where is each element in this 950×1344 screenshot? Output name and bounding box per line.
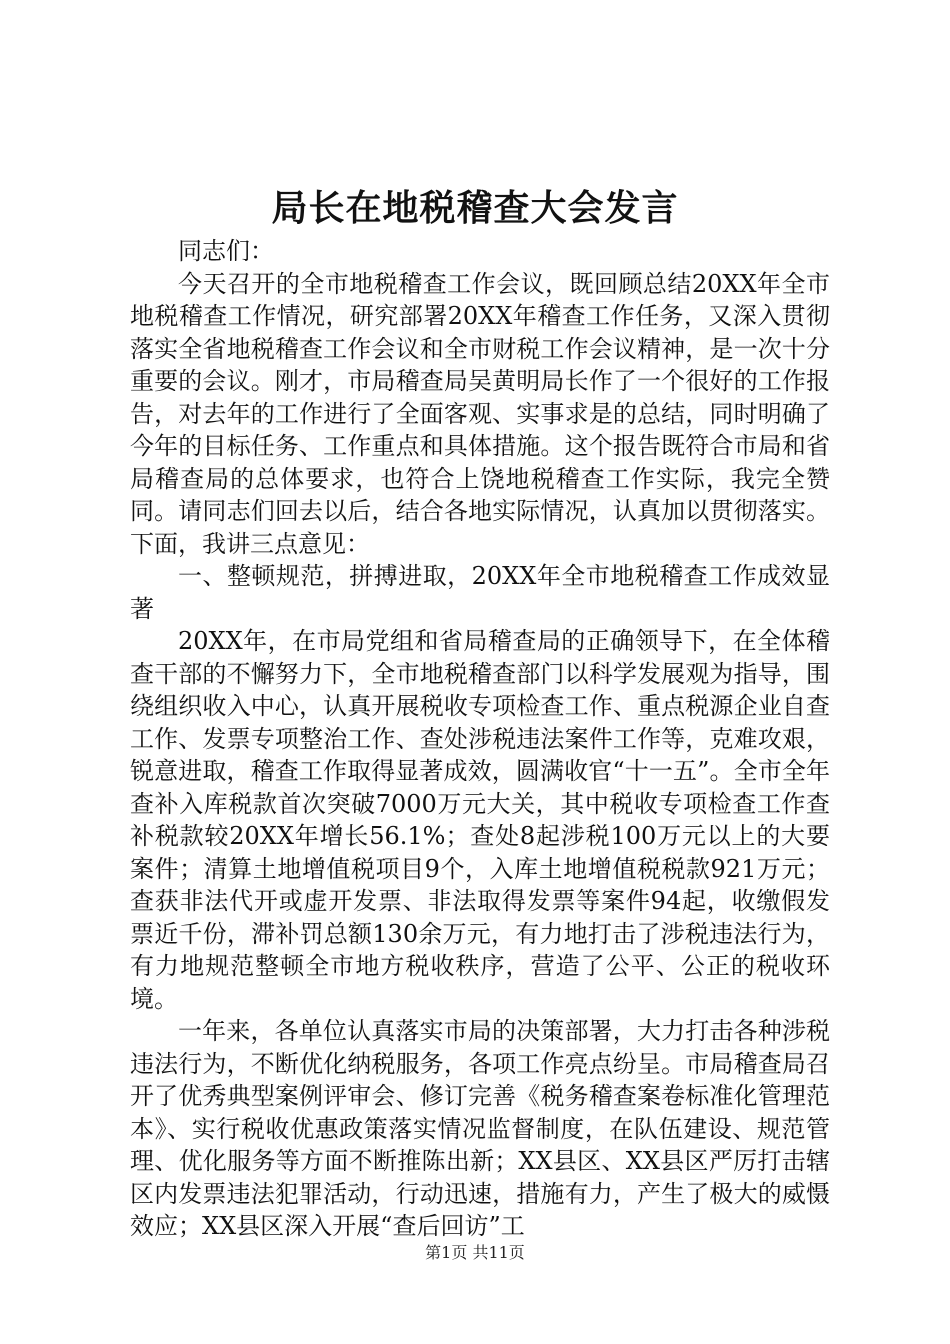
page-footer: 第1页 共11页 [425,1243,525,1262]
salutation-paragraph: 同志们： [178,237,274,265]
section-heading-1: 一、整顿规范，拼搏进取，20XX年全市地税稽查工作成效显著 [130,562,830,623]
document-body [130,235,830,1243]
document-title: 局长在地税稽查大会发言 [271,187,679,229]
opening-paragraph: 今天召开的全市地税稽查工作会议，既回顾总结20XX年全市地税稽查工作情况，研究部署20XX年稽查工作任务，又深入贯彻落实全省地税稽查工作会议和全市财税工作会议精神，是一次十分重要的会议。刚才，市局稽查局吴黄明局长作了一个很好的工作报告，对去年的工作进行了全面客观、实事求是的总结，同时明确了今年的目标任务、工作重点和具体措施。这个报告既符合市局和省局稽查局的总体要求，也符合上饶地税稽查工作实际，我完全赞同。请同志们回去以后，结合各地实际情况，认真加以贯彻落实。下面，我讲三点意见： [130,269,830,558]
highlights-paragraph: 一年来，各单位认真落实市局的决策部署，大力打击各种涉税违法行为，不断优化纳税服务，各项工作亮点纷呈。市局稽查局召开了优秀典型案例评审会、修订完善《税务稽查案卷标准化管理范本》、实行税收优惠政策落实情况监督制度，在队伍建设、规范管理、优化服务等方面不断推陈出新；XX县区、XX县区严厉打击辖区内发票违法犯罪活动，行动迅速，措施有力，产生了极大的威慑效应；XX县区深入开展“查后回访”工 [130,1017,830,1240]
summary-paragraph: 20XX年，在市局党组和省局稽查局的正确领导下，在全体稽查干部的不懈努力下，全市地税稽查部门以科学发展观为指导，围绕组织收入中心，认真开展税收专项检查工作、重点税源企业自查工作、发票专项整治工作、查处涉税违法案件工作等，克难攻艰，锐意进取，稽查工作取得显著成效，圆满收官“十一五”。全市全年查补入库税款首次突破7000万元大关，其中税收专项检查工作查补税款较20XX年增长56.1%；查处8起涉税100万元以上的大要案件；清算土地增值税项目9个，入库土地增值税税款921万元；查获非法代开或虚开发票、非法取得发票等案件94起，收缴假发票近千份，滞补罚总额130余万元，有力地打击了涉税违法行为，有力地规范整顿全市地方税收秩序，营造了公平、公正的税收环境。 [130,627,830,1013]
